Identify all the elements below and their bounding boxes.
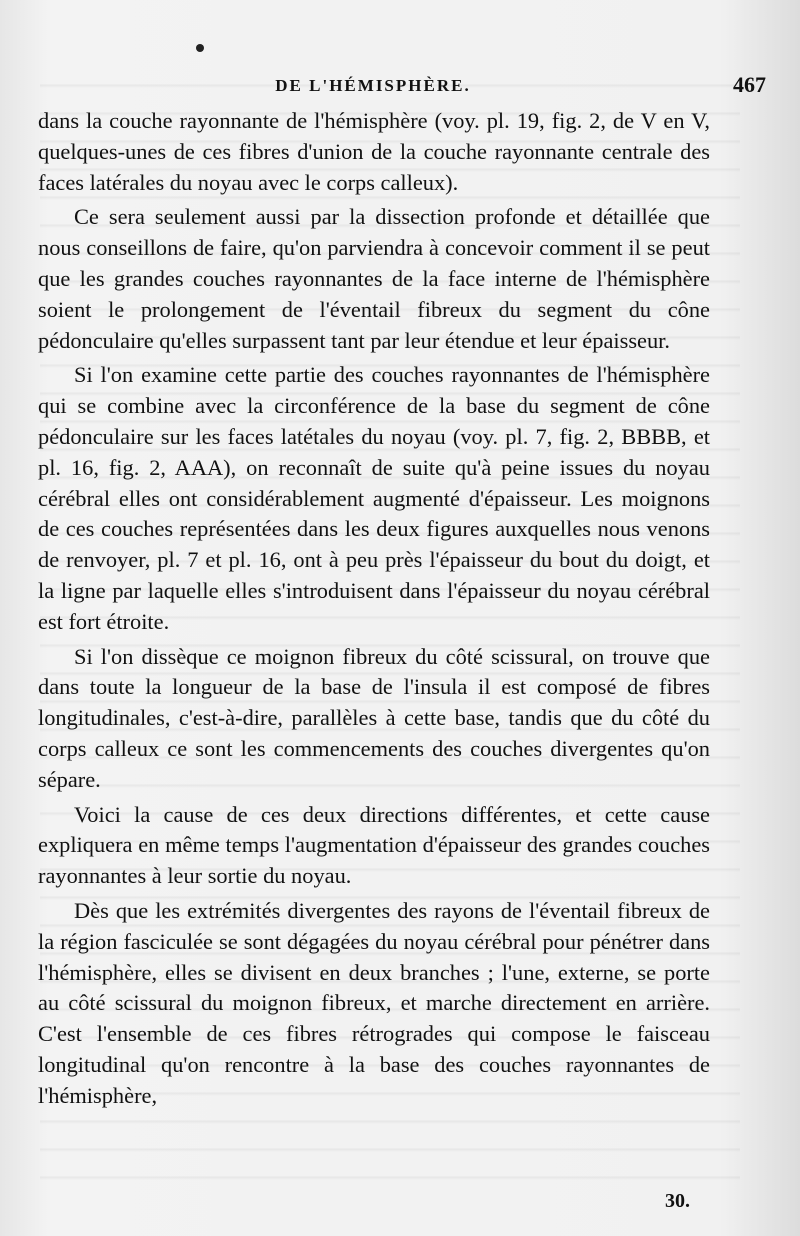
running-head: DE L'HÉMISPHÈRE. <box>275 76 471 95</box>
paragraph-4: Si l'on dissèque ce moignon fibreux du côté scissural, on trouve que dans toute la longueur de la base de l'insula il est composé de fibres longitudinales, c'est-à-dire, parallèles à cette base, tandis que du côté du corps calleux ce sont les commencements des couches divergentes qu'on sépare. <box>38 643 710 792</box>
paragraph-3: Si l'on examine cette partie des couches rayonnantes de l'hémisphère qui se combine avec la circonférence de la base du segment de cône pédonculaire sur les faces latétales du noyau (voy. pl. 7, fig. 2, BBBB, et pl. 16, fig. 2, AAA), on reconnaît de suite qu'à peine issues du noyau cérébral elles ont considérablement augmenté d'épaisseur. Les moignons de ces couches représentées dans les deux figures auxquelles nous venons de renvoyer, pl. 7 et pl. 16, ont à peu près l'épaisseur du bout du doigt, et la ligne par laquelle elles s'introduisent dans l'épaisseur du noyau cérébral est fort étroite. <box>38 362 710 634</box>
paragraph-6: Dès que les extrémités divergentes des rayons de l'éventail fibreux de la région fasciculée se sont dégagées du noyau cérébral pour pénétrer dans l'hémisphère, elles se divisent en deux branches ; l'une, externe, se porte au côté scissural du moignon fibreux, et marche directement en arrière. C'est l'ensemble de ces fibres rétrogrades qui compose le faisceau longitudinal qu'on rencontre à la base des couches rayonnantes de l'hémisphère, <box>38 897 710 1108</box>
page-number: 467 <box>733 72 766 97</box>
ink-dot <box>196 44 204 52</box>
paragraph-1: dans la couche rayonnante de l'hémisphère (voy. pl. 19, fig. 2, de V en V, quelques-unes de ces fibres d'union de la couche rayonnante centrale des faces latérales du noyau avec le corps calleux). <box>38 108 710 195</box>
paragraph-2: Ce sera seulement aussi par la dissection profonde et détaillée que nous conseillons de faire, qu'on parviendra à concevoir comment il se peut que les grandes couches rayonnantes de la face interne de l'hémisphère soient le prolongement de l'éventail fibreux du segment du cône pédonculaire qu'elles surpassent tant par leur étendue et leur épaisseur. <box>38 204 710 353</box>
signature-mark: 30. <box>665 1190 690 1212</box>
page-header <box>38 72 766 102</box>
paragraph-5: Voici la cause de ces deux directions différentes, et cette cause expliquera en même temps l'augmentation d'épaisseur des grandes couches rayonnantes à leur sortie du noyau. <box>38 801 710 889</box>
page-body <box>38 106 710 1112</box>
